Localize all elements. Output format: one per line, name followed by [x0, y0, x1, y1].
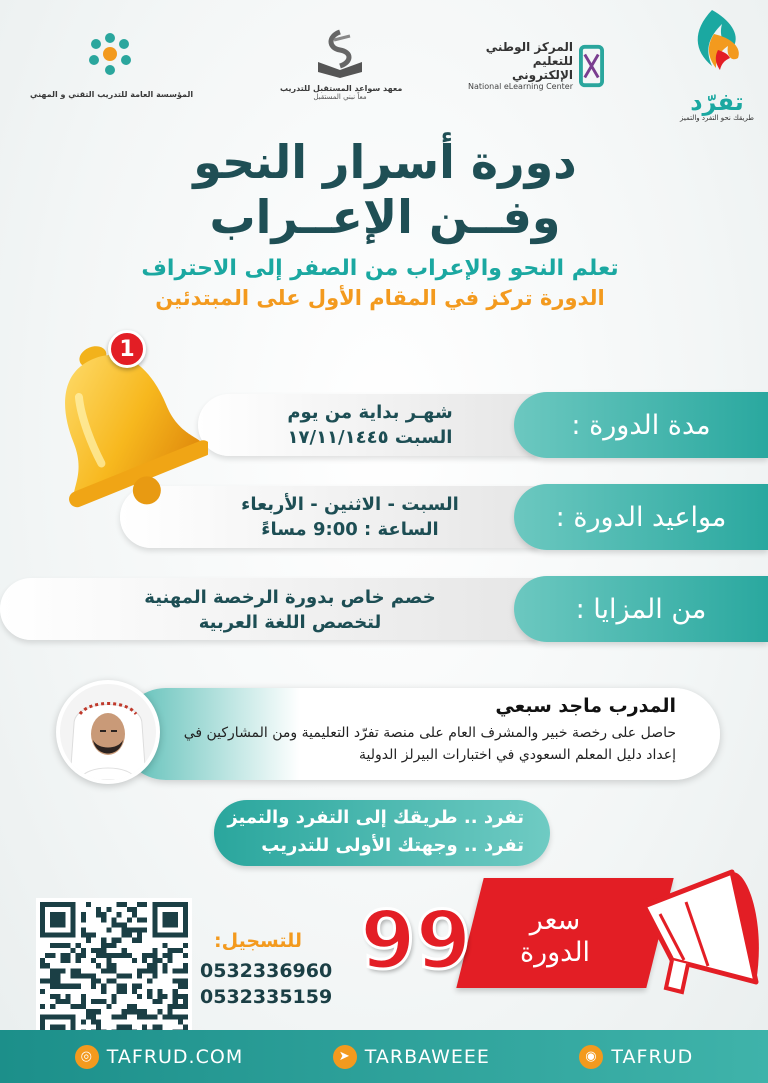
tafrud-logo-tagline: طريقك نحو التفرد والتميز: [680, 114, 754, 122]
bell-illustration: [28, 324, 208, 514]
slogan-box: [214, 800, 550, 866]
slogan-line2: تفرد .. وجهتك الأولى للتدريب: [261, 835, 524, 856]
footer-bar: [0, 1030, 768, 1083]
footer-instagram-text: TAFRUD: [611, 1045, 694, 1068]
trainer-photo-icon: [60, 684, 156, 780]
globe-icon: ◎: [75, 1045, 99, 1069]
price-label-word2: الدورة: [519, 937, 591, 968]
megaphone-icon: [636, 866, 768, 1006]
register-phone-2[interactable]: 0532335159: [200, 986, 333, 1008]
schedule-line1: السبت - الاثنين - الأربعاء: [241, 494, 459, 515]
institute-logo-line1: معهد سواعد المستقبل للتدريب: [280, 84, 403, 93]
register-phone-1[interactable]: 0532336960: [200, 960, 333, 982]
features-line1: خصم خاص بدورة الرخصة المهنية: [144, 587, 436, 608]
trainer-avatar: [56, 680, 160, 784]
features-line2: لتخصص اللغة العربية: [198, 612, 382, 633]
nelc-logo: [468, 40, 604, 91]
course-title-line2: وفــن الإعــراب: [209, 190, 561, 244]
telegram-icon: ➤: [333, 1045, 357, 1069]
footer-telegram[interactable]: [333, 1045, 490, 1069]
nelc-emblem-icon: [579, 44, 604, 88]
institute-logo: [280, 26, 403, 101]
course-title-line1: دورة أسرار النحو: [193, 135, 577, 189]
tvtc-logo-name: المؤسسة العامة للتدريب التقني و المهني: [30, 90, 194, 99]
institute-logo-line2: معاً نبني المستقبل: [313, 93, 367, 101]
price-label-word1: سعر: [529, 905, 581, 936]
nelc-name-en: National eLearning Center: [468, 82, 573, 91]
course-subtitle-1: تعلم النحو والإعراب من الصفر إلى الاحتراف: [141, 256, 619, 281]
duration-line1: شهـر بداية من يوم: [287, 402, 453, 423]
footer-telegram-text: TARBAWEEE: [364, 1045, 490, 1068]
info-row-features-value: [100, 585, 480, 635]
info-row-features-label: من المزايا :: [514, 576, 768, 642]
duration-line2: السبت ١٧/١١/١٤٤٥: [287, 427, 453, 448]
slogan-line1: تفرد .. طريقك إلى التفرد والتميز: [227, 807, 524, 828]
nelc-name-line2: للتعليم الإلكتروني: [511, 54, 573, 82]
price-value: 99: [360, 894, 472, 987]
tafrud-logo-name: تفرّد: [690, 88, 744, 116]
schedule-line2: الساعة : 9:00 مساءً: [261, 519, 439, 540]
footer-instagram[interactable]: [579, 1045, 693, 1069]
footer-website-text: TAFRUD.COM: [106, 1045, 244, 1068]
info-row-duration-label: مدة الدورة :: [514, 392, 768, 458]
register-label: :للتسجيل: [214, 930, 302, 952]
tvtc-logo: [30, 30, 194, 99]
footer-website[interactable]: [75, 1045, 243, 1069]
trainer-name: المدرب ماجد سبعي: [495, 695, 676, 717]
instagram-icon: ◉: [579, 1045, 603, 1069]
info-row-schedule-value: [200, 492, 500, 542]
price-label: [490, 905, 620, 969]
qr-code-icon: [40, 902, 188, 1050]
tafrud-logo: [672, 6, 762, 122]
nelc-name-line1: المركز الوطني: [485, 40, 573, 54]
info-row-schedule-label: مواعيد الدورة :: [514, 484, 768, 550]
bell-notification-badge: 1: [108, 330, 146, 368]
course-subtitle-2: الدورة تركز في المقام الأول على المبتدئين: [155, 286, 605, 310]
info-row-duration-value: [240, 400, 500, 450]
flame-icon: [682, 6, 752, 86]
trainer-description: حاصل على رخصة خبير والمشرف العام على منصة تفرّد التعليمية ومن المشاركين في إعداد دليل المعلم السعودي في اختبارات البيرلز الدولية: [183, 725, 676, 763]
tvtc-emblem-icon: [86, 30, 134, 78]
book-logo-icon: [310, 26, 370, 80]
